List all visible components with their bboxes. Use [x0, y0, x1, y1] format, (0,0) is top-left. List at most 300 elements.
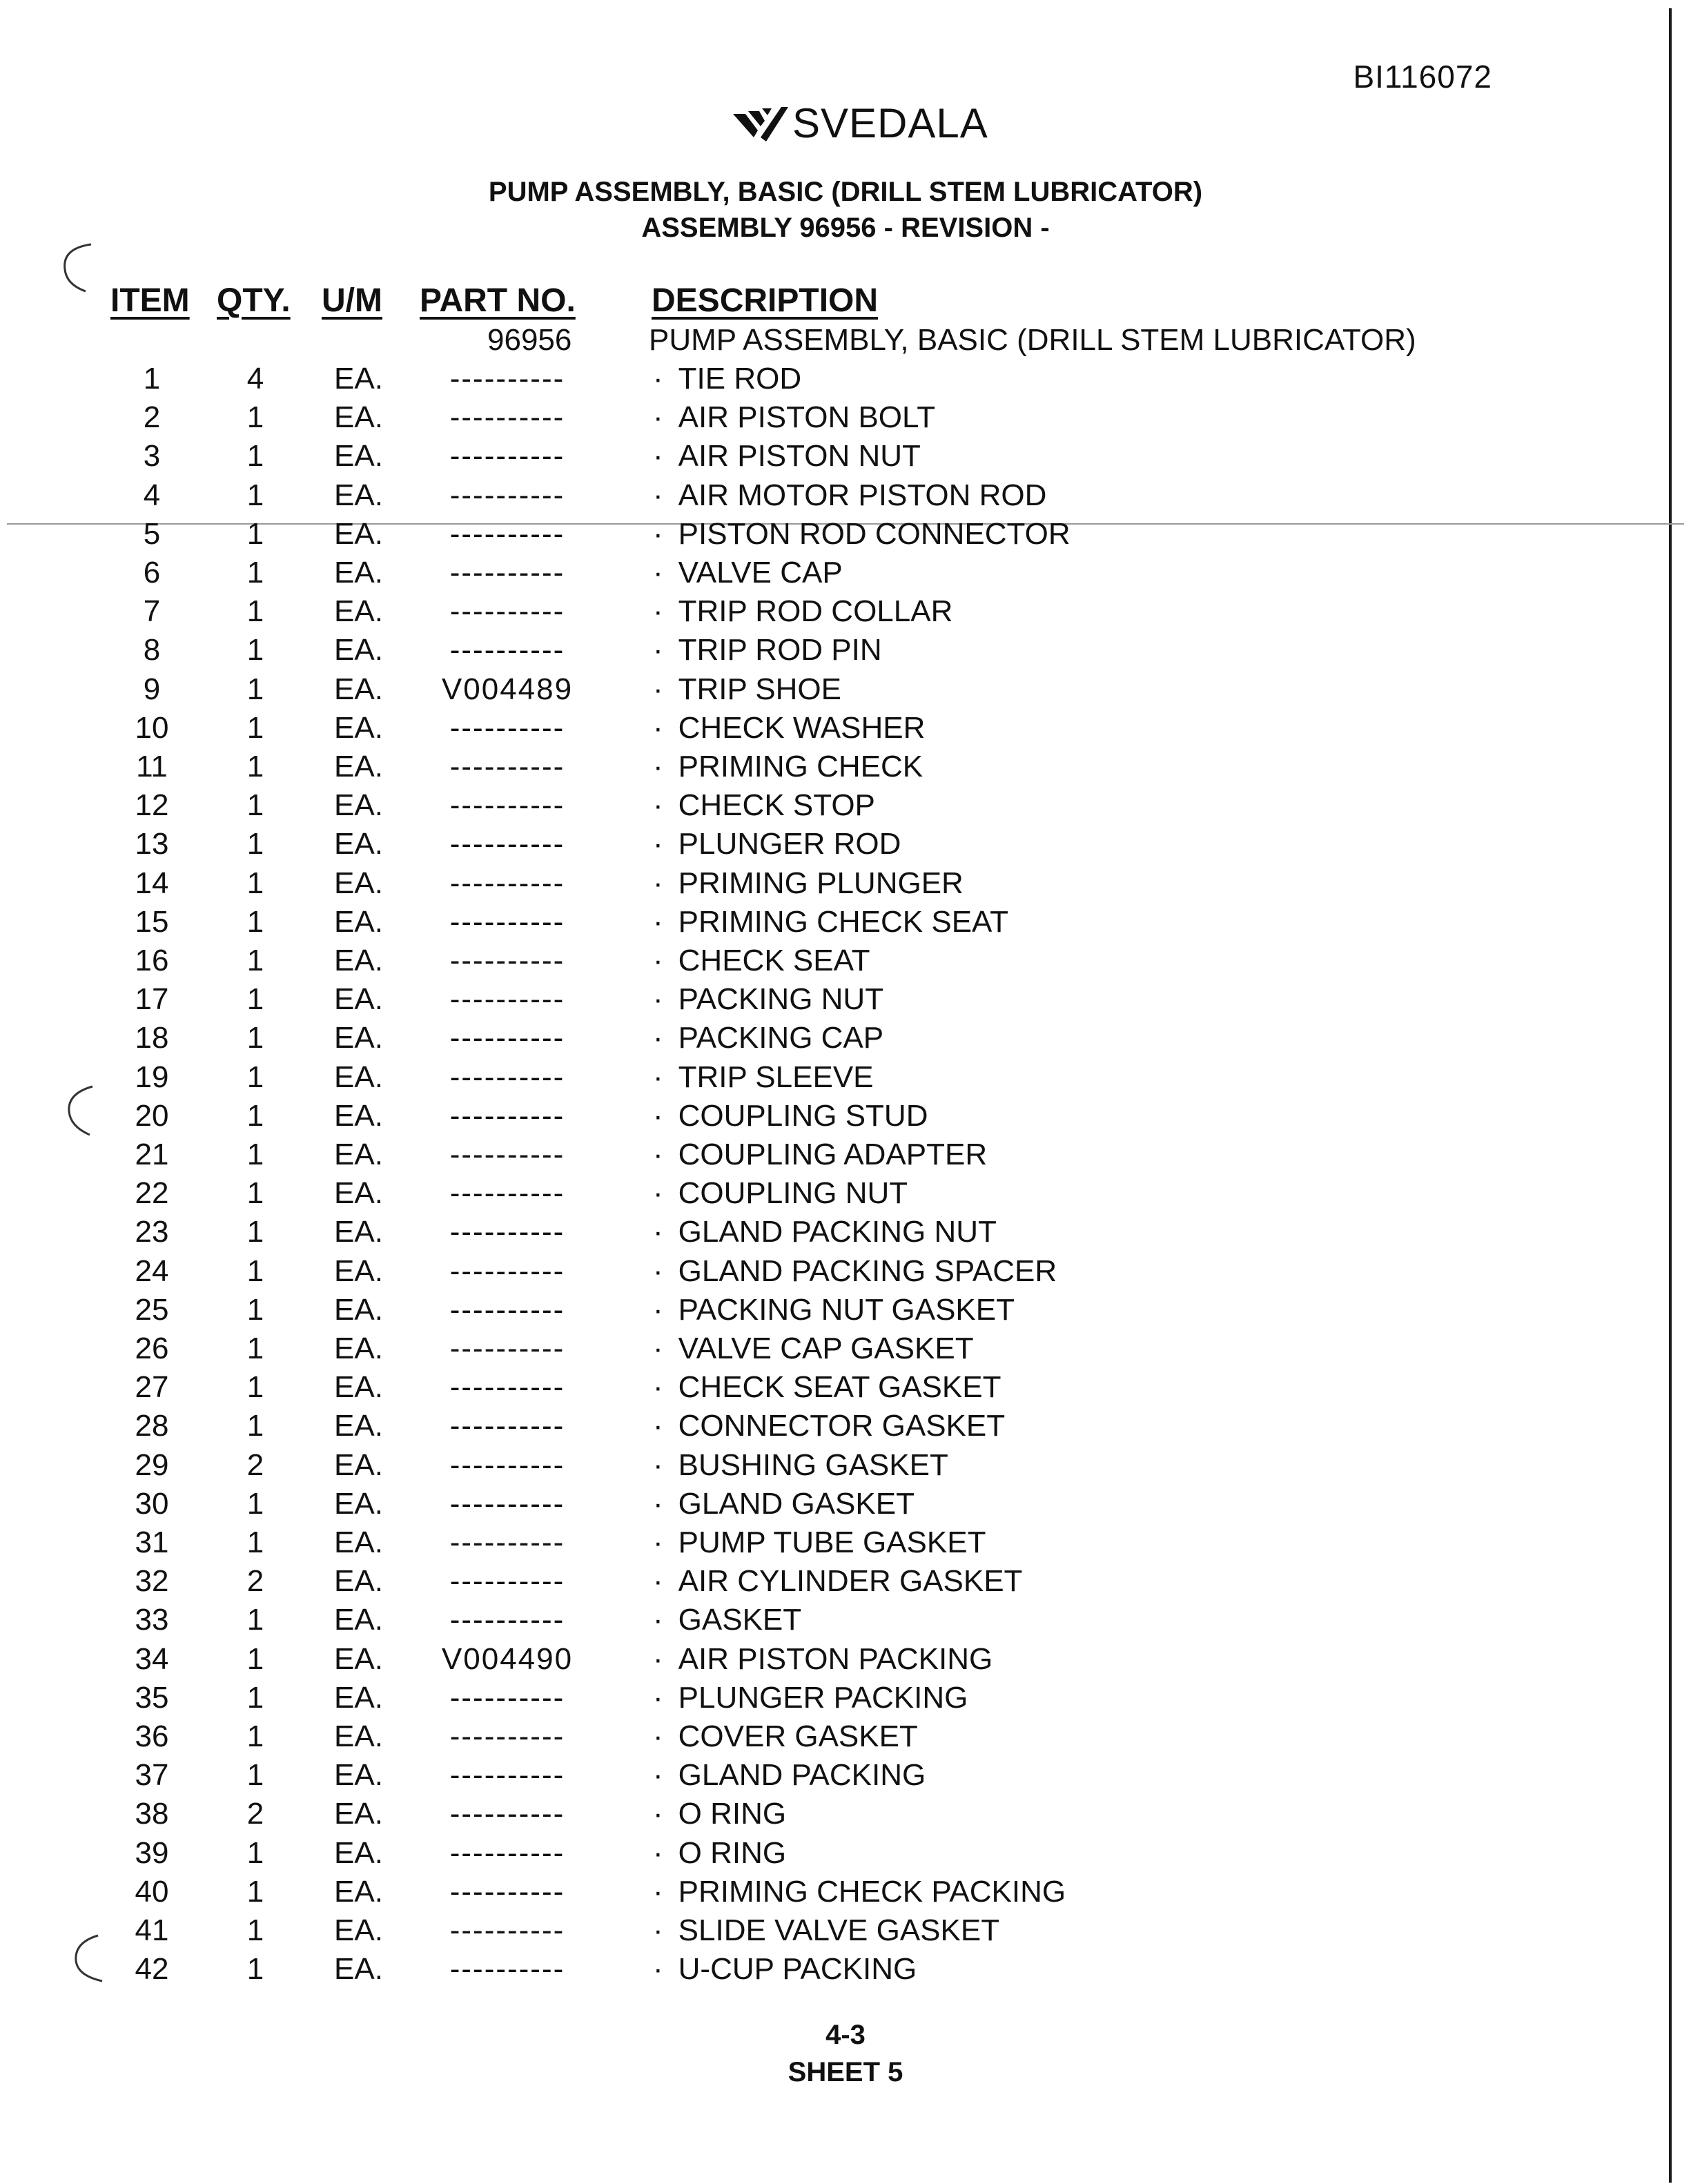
qty-cell: 1 [246, 1332, 264, 1365]
table-row [0, 478, 1691, 517]
table-row [0, 1215, 1691, 1254]
part-number-cell: ---------- [449, 710, 565, 745]
bullet-dot-icon: · [653, 1525, 663, 1559]
description-cell [653, 633, 882, 667]
description-text: CHECK SEAT GASKET [678, 1370, 1001, 1405]
description-text: VALVE CAP GASKET [678, 1332, 974, 1365]
part-number-cell: ---------- [449, 827, 565, 861]
bullet-dot-icon: · [653, 1603, 663, 1637]
qty-cell: 1 [246, 788, 264, 823]
um-cell: EA. [334, 750, 383, 783]
company-logo [730, 97, 988, 149]
um-cell: EA. [334, 1138, 383, 1171]
table-row [0, 556, 1691, 594]
um-cell: EA. [334, 1060, 383, 1094]
description-cell [653, 400, 935, 435]
qty-cell: 1 [246, 1215, 264, 1249]
column-header-description: DESCRIPTION [652, 282, 879, 319]
item-cell: 17 [135, 982, 169, 1017]
um-cell: EA. [334, 362, 383, 396]
description-cell [653, 439, 921, 474]
item-cell: 7 [143, 594, 161, 629]
item-cell: 20 [135, 1098, 169, 1133]
um-cell: EA. [334, 1215, 383, 1249]
part-number-cell: ---------- [449, 1874, 565, 1909]
bullet-dot-icon: · [653, 362, 663, 396]
description-cell [653, 905, 1008, 939]
table-row [0, 1099, 1691, 1138]
description-cell [653, 1758, 926, 1793]
part-number-cell: ---------- [449, 1952, 565, 1987]
table-row [0, 362, 1691, 400]
description-cell [653, 1952, 917, 1987]
table-row [0, 1913, 1691, 1952]
qty-cell: 1 [246, 400, 264, 435]
bullet-dot-icon: · [653, 556, 663, 589]
qty-cell: 1 [246, 1874, 264, 1909]
item-cell: 9 [143, 672, 161, 706]
description-text: PACKING NUT [678, 982, 884, 1017]
item-cell: 42 [135, 1952, 169, 1987]
part-number-cell: ---------- [449, 1060, 565, 1094]
item-cell: 4 [143, 478, 161, 512]
item-cell: 32 [135, 1564, 169, 1599]
part-number-cell: ---------- [449, 400, 565, 435]
qty-cell: 1 [246, 750, 264, 783]
bullet-dot-icon: · [653, 633, 663, 667]
part-number-cell: ---------- [449, 1797, 565, 1831]
qty-cell: 1 [246, 710, 264, 745]
item-cell: 41 [135, 1913, 169, 1947]
description-cell [653, 672, 841, 707]
description-cell [653, 1719, 918, 1754]
qty-cell: 1 [246, 1680, 264, 1715]
description-text: AIR PISTON NUT [678, 439, 921, 474]
description-text: AIR CYLINDER GASKET [678, 1564, 1023, 1599]
description-cell [653, 1176, 908, 1211]
description-cell [653, 1332, 974, 1366]
description-text: PRIMING CHECK SEAT [678, 904, 1009, 939]
description-cell [653, 827, 901, 861]
table-row [0, 1836, 1691, 1875]
part-number-cell: ---------- [449, 1098, 565, 1133]
part-number-cell: ---------- [449, 633, 565, 667]
table-row [0, 400, 1691, 439]
part-number-cell: ---------- [449, 478, 565, 512]
qty-cell: 1 [246, 1176, 264, 1211]
item-cell: 5 [143, 516, 161, 551]
description-text: O RING [678, 1835, 787, 1870]
item-cell: 29 [135, 1447, 169, 1482]
table-row [0, 1138, 1691, 1176]
bullet-dot-icon: · [653, 710, 663, 745]
item-cell: 19 [135, 1060, 169, 1094]
qty-cell: 2 [246, 1797, 264, 1831]
table-row [0, 1952, 1691, 1991]
punch-mark-icon [55, 242, 97, 297]
um-cell: EA. [334, 1758, 383, 1793]
page-subtitle: ASSEMBLY 96956 - REVISION - [641, 213, 1050, 243]
item-cell: 12 [135, 788, 169, 823]
description-text: CONNECTOR GASKET [678, 1409, 1006, 1443]
um-cell: EA. [334, 1021, 383, 1055]
description-cell [653, 866, 964, 901]
description-text: GLAND PACKING [678, 1758, 926, 1793]
qty-cell: 1 [246, 944, 264, 977]
bullet-dot-icon: · [653, 1447, 663, 1482]
part-number-cell: ---------- [449, 944, 565, 977]
description-cell [653, 517, 1071, 552]
page-number: 4-3 [825, 2020, 866, 2050]
table-row [0, 1332, 1691, 1370]
part-number-cell: ---------- [449, 1370, 565, 1405]
bullet-dot-icon: · [653, 1680, 663, 1715]
part-number-cell: ---------- [449, 1021, 565, 1055]
qty-cell: 1 [246, 1021, 264, 1055]
description-cell [653, 1254, 1057, 1289]
description-cell [653, 1797, 786, 1831]
bullet-dot-icon: · [653, 400, 663, 435]
table-row [0, 1603, 1691, 1641]
part-number-cell: V004490 [441, 1641, 574, 1676]
part-number-cell: ---------- [449, 788, 565, 823]
bullet-dot-icon: · [653, 1254, 663, 1288]
bullet-dot-icon: · [653, 1215, 663, 1249]
qty-cell: 1 [246, 904, 264, 939]
description-text: TIE ROD [678, 362, 802, 396]
part-number-cell: ---------- [449, 594, 565, 629]
table-row [0, 1642, 1691, 1681]
description-text: PLUNGER PACKING [678, 1680, 968, 1715]
bullet-dot-icon: · [653, 1758, 663, 1793]
description-text: GLAND PACKING SPACER [678, 1254, 1057, 1288]
qty-cell: 1 [246, 556, 264, 589]
um-cell: EA. [334, 1874, 383, 1909]
page-title: PUMP ASSEMBLY, BASIC (DRILL STEM LUBRICATOR) [488, 177, 1203, 207]
qty-cell: 1 [246, 1835, 264, 1870]
um-cell: EA. [334, 1409, 383, 1443]
part-number-cell: ---------- [449, 516, 565, 551]
description-text: AIR MOTOR PISTON ROD [678, 478, 1047, 512]
description-text: GASKET [678, 1603, 802, 1637]
item-cell: 18 [135, 1021, 169, 1055]
qty-cell: 1 [246, 672, 264, 706]
column-header-qty: QTY. [217, 282, 291, 319]
item-cell: 35 [135, 1680, 169, 1715]
bullet-dot-icon: · [653, 1835, 663, 1870]
um-cell: EA. [334, 788, 383, 823]
part-number-cell: ---------- [449, 1719, 565, 1753]
description-cell [653, 1603, 801, 1637]
um-cell: EA. [334, 1332, 383, 1365]
bullet-dot-icon: · [653, 1138, 663, 1171]
item-cell: 40 [135, 1874, 169, 1909]
item-cell: 24 [135, 1254, 169, 1288]
table-row [0, 1719, 1691, 1758]
item-cell: 15 [135, 904, 169, 939]
item-cell: 33 [135, 1603, 169, 1637]
bullet-dot-icon: · [653, 516, 663, 551]
table-row [0, 788, 1691, 827]
table-row [0, 1370, 1691, 1409]
description-cell [653, 982, 883, 1017]
item-cell: 3 [143, 439, 161, 474]
description-cell [653, 1836, 786, 1871]
part-number-cell: ---------- [449, 1525, 565, 1559]
um-cell: EA. [334, 400, 383, 435]
description-text: COVER GASKET [678, 1719, 918, 1753]
um-cell: EA. [334, 1176, 383, 1211]
item-cell: 27 [135, 1370, 169, 1405]
table-row [0, 1525, 1691, 1564]
bullet-dot-icon: · [653, 750, 663, 783]
table-row [0, 1448, 1691, 1487]
bullet-dot-icon: · [653, 1176, 663, 1211]
description-text: PRIMING CHECK [678, 750, 923, 783]
um-cell: EA. [334, 594, 383, 629]
table-row [0, 1487, 1691, 1525]
item-cell: 30 [135, 1486, 169, 1521]
table-row [0, 633, 1691, 672]
bullet-dot-icon: · [653, 1060, 663, 1094]
item-cell: 16 [135, 944, 169, 977]
item-cell: 39 [135, 1835, 169, 1870]
description-text: TRIP ROD PIN [678, 633, 882, 667]
assembly-part-number: 96956 [487, 323, 572, 357]
description-cell [653, 1487, 915, 1521]
part-number-cell: ---------- [449, 750, 565, 783]
part-number-cell: ---------- [449, 1254, 565, 1288]
part-number-cell: ---------- [449, 1486, 565, 1521]
part-number-cell: ---------- [449, 904, 565, 939]
part-number-cell: ---------- [449, 1603, 565, 1637]
bullet-dot-icon: · [653, 1292, 663, 1327]
description-text: PRIMING CHECK PACKING [678, 1874, 1066, 1909]
item-cell: 28 [135, 1409, 169, 1443]
description-text: COUPLING STUD [678, 1098, 928, 1133]
sheet-number: SHEET 5 [788, 2057, 903, 2087]
table-row [0, 1409, 1691, 1447]
um-cell: EA. [334, 1680, 383, 1715]
description-text: PACKING CAP [678, 1021, 884, 1055]
part-number-cell: ---------- [449, 1835, 565, 1870]
description-text: U-CUP PACKING [678, 1952, 917, 1987]
description-cell [653, 478, 1046, 513]
column-header-item: ITEM [110, 282, 190, 319]
logo-text: SVEDALA [792, 99, 988, 146]
um-cell: EA. [334, 1719, 383, 1753]
bullet-dot-icon: · [653, 439, 663, 474]
bullet-dot-icon: · [653, 904, 663, 939]
qty-cell: 1 [246, 1060, 264, 1094]
um-cell: EA. [334, 1098, 383, 1133]
table-row [0, 1176, 1691, 1215]
item-cell: 14 [135, 866, 169, 900]
description-cell [653, 1875, 1066, 1909]
um-cell: EA. [334, 439, 383, 474]
table-row [0, 1564, 1691, 1603]
item-cell: 11 [136, 750, 168, 783]
bullet-dot-icon: · [653, 1952, 663, 1987]
qty-cell: 1 [246, 1138, 264, 1171]
assembly-description: PUMP ASSEMBLY, BASIC (DRILL STEM LUBRICATOR) [649, 323, 1416, 357]
document-id: BI116072 [1353, 59, 1492, 95]
description-cell [653, 1099, 928, 1133]
description-cell [653, 1060, 874, 1095]
description-cell [653, 1215, 997, 1249]
description-text: O RING [678, 1797, 787, 1831]
um-cell: EA. [334, 982, 383, 1017]
bullet-dot-icon: · [653, 1486, 663, 1521]
description-cell [653, 711, 925, 745]
qty-cell: 1 [246, 866, 264, 900]
description-text: AIR PISTON BOLT [678, 400, 936, 435]
description-text: CHECK SEAT [678, 944, 870, 977]
table-row [0, 982, 1691, 1021]
description-cell [653, 1642, 993, 1677]
qty-cell: 1 [246, 439, 264, 474]
item-cell: 31 [135, 1525, 169, 1559]
um-cell: EA. [334, 1370, 383, 1405]
qty-cell: 1 [246, 1409, 264, 1443]
part-number-cell: ---------- [449, 1215, 565, 1249]
column-header-part-no: PART NO. [420, 282, 576, 319]
part-number-cell: ---------- [449, 362, 565, 396]
description-cell [653, 788, 875, 823]
description-cell [653, 1525, 986, 1560]
item-cell: 8 [143, 633, 161, 667]
part-number-cell: V004489 [441, 672, 574, 706]
bullet-dot-icon: · [653, 866, 663, 900]
description-text: PLUNGER ROD [678, 827, 901, 861]
table-row [0, 944, 1691, 982]
qty-cell: 4 [246, 362, 264, 396]
description-cell [653, 1681, 968, 1715]
qty-cell: 1 [246, 827, 264, 861]
item-cell: 38 [135, 1797, 169, 1831]
part-number-cell: ---------- [449, 982, 565, 1017]
bullet-dot-icon: · [653, 1021, 663, 1055]
description-text: COUPLING NUT [678, 1176, 908, 1211]
table-row [0, 1021, 1691, 1060]
bullet-dot-icon: · [653, 594, 663, 629]
qty-cell: 1 [246, 1952, 264, 1987]
um-cell: EA. [334, 1254, 383, 1288]
um-cell: EA. [334, 1525, 383, 1559]
description-cell [653, 750, 923, 784]
description-text: SLIDE VALVE GASKET [678, 1913, 1000, 1947]
part-number-cell: ---------- [449, 439, 565, 474]
um-cell: EA. [334, 866, 383, 900]
bullet-dot-icon: · [653, 827, 663, 861]
table-row [0, 1681, 1691, 1719]
table-row [0, 1797, 1691, 1835]
part-number-cell: ---------- [449, 1332, 565, 1365]
column-header-um: U/M [322, 282, 382, 319]
qty-cell: 1 [246, 594, 264, 629]
description-text: PUMP TUBE GASKET [678, 1525, 986, 1559]
item-cell: 6 [143, 556, 161, 589]
table-row [0, 1060, 1691, 1099]
description-text: BUSHING GASKET [678, 1447, 948, 1482]
um-cell: EA. [334, 1447, 383, 1482]
item-cell: 36 [135, 1719, 169, 1753]
table-row [0, 1254, 1691, 1293]
item-cell: 1 [143, 362, 161, 396]
description-cell [653, 1409, 1005, 1443]
qty-cell: 1 [246, 1370, 264, 1405]
um-cell: EA. [334, 944, 383, 977]
bullet-dot-icon: · [653, 672, 663, 706]
table-row [0, 750, 1691, 788]
part-number-cell: ---------- [449, 1176, 565, 1211]
description-text: TRIP ROD COLLAR [678, 594, 953, 629]
um-cell: EA. [334, 827, 383, 861]
table-row [0, 672, 1691, 711]
description-cell [653, 1370, 1001, 1405]
description-cell [653, 594, 952, 629]
um-cell: EA. [334, 1292, 383, 1327]
description-cell [653, 1293, 1015, 1327]
description-text: CHECK STOP [678, 788, 875, 823]
um-cell: EA. [334, 556, 383, 589]
table-row [0, 711, 1691, 750]
table-row [0, 517, 1691, 556]
qty-cell: 1 [246, 1641, 264, 1676]
item-cell: 2 [143, 400, 161, 435]
item-cell: 23 [135, 1215, 169, 1249]
um-cell: EA. [334, 516, 383, 551]
description-text: PACKING NUT GASKET [678, 1292, 1015, 1327]
description-cell [653, 1448, 948, 1483]
um-cell: EA. [334, 1603, 383, 1637]
description-cell [653, 362, 801, 396]
item-cell: 10 [135, 710, 169, 745]
qty-cell: 1 [246, 478, 264, 512]
qty-cell: 1 [246, 1254, 264, 1288]
table-row [0, 1293, 1691, 1332]
description-cell [653, 944, 870, 978]
table-row [0, 866, 1691, 905]
qty-cell: 1 [246, 516, 264, 551]
bullet-dot-icon: · [653, 1564, 663, 1599]
part-number-cell: ---------- [449, 1138, 565, 1171]
bullet-dot-icon: · [653, 1797, 663, 1831]
um-cell: EA. [334, 1835, 383, 1870]
bullet-dot-icon: · [653, 1370, 663, 1405]
description-text: COUPLING ADAPTER [678, 1138, 988, 1171]
description-cell [653, 1138, 987, 1172]
bullet-dot-icon: · [653, 982, 663, 1017]
qty-cell: 2 [246, 1564, 264, 1599]
part-number-cell: ---------- [449, 1758, 565, 1793]
description-cell [653, 1564, 1022, 1599]
bullet-dot-icon: · [653, 1913, 663, 1947]
bullet-dot-icon: · [653, 1098, 663, 1133]
um-cell: EA. [334, 1913, 383, 1947]
um-cell: EA. [334, 633, 383, 667]
qty-cell: 1 [246, 1292, 264, 1327]
part-number-cell: ---------- [449, 1409, 565, 1443]
part-number-cell: ---------- [449, 1564, 565, 1599]
part-number-cell: ---------- [449, 1447, 565, 1482]
qty-cell: 1 [246, 1603, 264, 1637]
description-cell [653, 1021, 883, 1055]
description-text: VALVE CAP [678, 556, 843, 589]
bullet-dot-icon: · [653, 478, 663, 512]
bullet-dot-icon: · [653, 1719, 663, 1753]
bullet-dot-icon: · [653, 1641, 663, 1676]
